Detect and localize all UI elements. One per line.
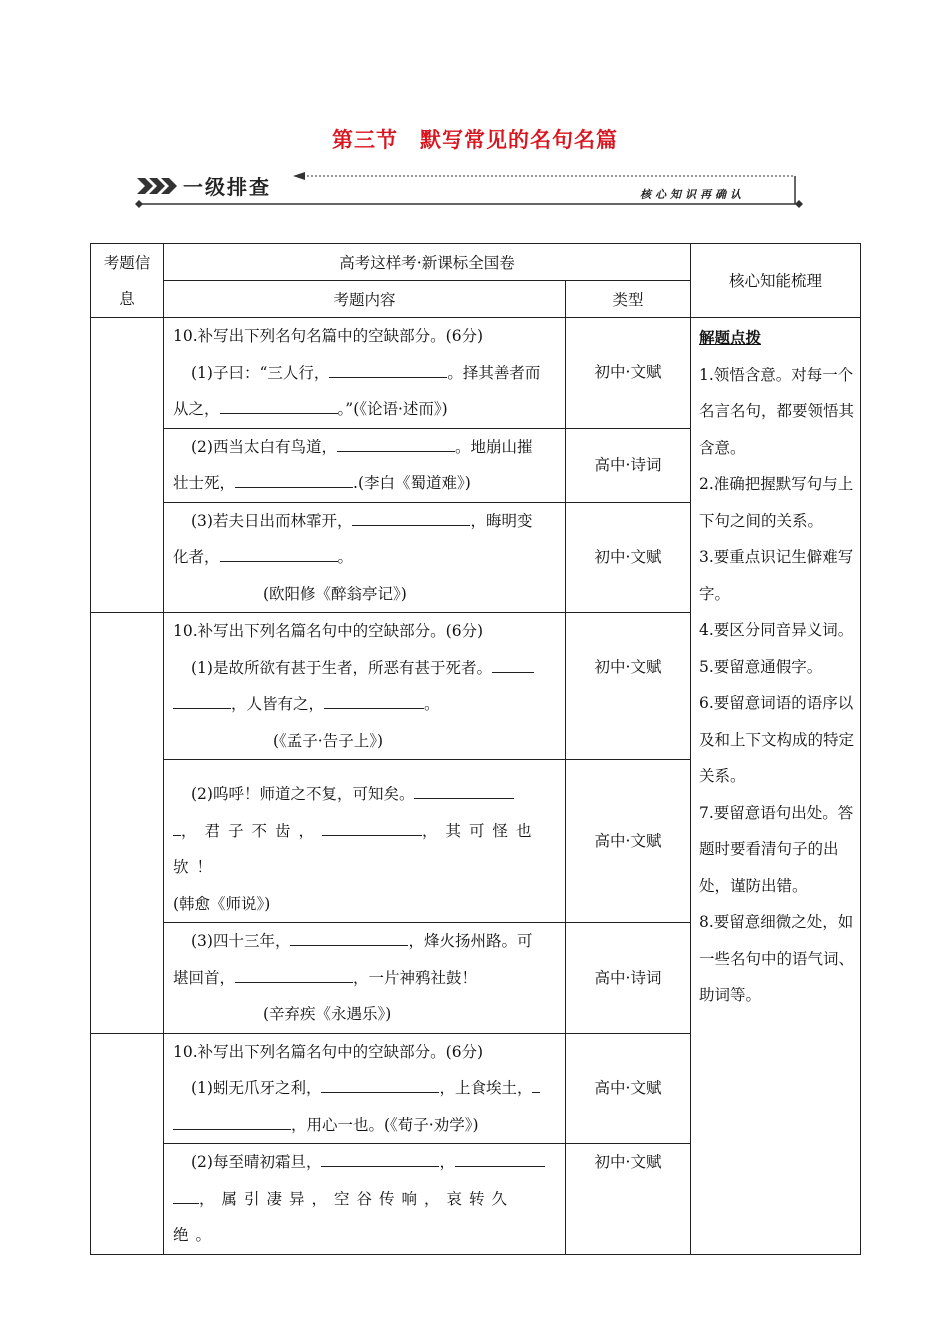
diamond-icon: [135, 200, 143, 208]
answer-blank[interactable]: [173, 694, 231, 709]
answer-blank[interactable]: [173, 1189, 199, 1204]
tip-item: 1.领悟含意。对每一个名言名句，都要领悟其含意。: [699, 365, 855, 457]
answer-blank[interactable]: [235, 968, 353, 983]
info-cell: [91, 613, 164, 1034]
answer-blank[interactable]: [321, 1078, 439, 1093]
answer-blank[interactable]: [532, 1078, 540, 1093]
answer-blank[interactable]: [290, 931, 408, 946]
tip-item: 7.要留意语句出处。答题时要看清句子的出处，谨防出错。: [699, 803, 854, 895]
answer-blank[interactable]: [324, 694, 424, 709]
type-cell: 初中·文赋: [566, 502, 691, 613]
answer-blank[interactable]: [220, 547, 338, 562]
arrow-left-icon: [293, 172, 305, 180]
tips-cell: [691, 318, 861, 1255]
answer-blank[interactable]: [337, 437, 455, 452]
tip-item: 3.要重点识记生僻难写字。: [699, 548, 854, 603]
banner-label: 一级排查: [183, 175, 271, 199]
question-cell: (2)每至晴初霜旦， ， ，属引凄异，空谷传响，哀转久绝。: [164, 1144, 566, 1255]
banner-tagline: 核心知识再确认: [640, 188, 745, 201]
type-cell: 初中·文赋: [566, 1144, 691, 1255]
section-banner: [135, 168, 805, 212]
question-cell: (2)西当太白有鸟道， 。地崩山摧 壮士死， .(李白《蜀道难》): [164, 428, 566, 502]
question-cell: (3)四十三年， ，烽火扬州路。可 堪回首， ，一片神鸦社鼓！ (辛弃疾《永遇乐》): [164, 923, 566, 1034]
answer-blank[interactable]: [329, 363, 447, 378]
type-cell: 高中·诗词: [566, 428, 691, 502]
answer-blank[interactable]: [321, 1152, 439, 1167]
question-stem: 10.补写出下列名篇名句中的空缺部分。(6分): [173, 1042, 484, 1061]
header-content: 考题内容: [164, 281, 566, 318]
source-citation: (韩愈《师说》): [173, 894, 271, 913]
tip-item: 6.要留意词语的语序以及和上下文构成的特定关系。: [699, 694, 855, 785]
answer-blank[interactable]: [235, 473, 353, 488]
answer-blank[interactable]: [322, 821, 422, 836]
source-citation: (《孟子·告子上》): [273, 731, 384, 750]
question-cell: 10.补写出下列名篇名句中的空缺部分。(6分) (1)蚓无爪牙之利， ，上食埃土， ，用心一也。(《荀子·劝学》): [164, 1033, 566, 1144]
info-cell: [91, 318, 164, 613]
question-stem: 10.补写出下列名句名篇中的空缺部分。(6分): [173, 327, 484, 345]
question-cell: 10.补写出下列名篇名句中的空缺部分。(6分) (1)是故所欲有甚于生者，所恶有甚于死者。 ，人皆有之， 。 (《孟子·告子上》): [164, 613, 566, 760]
type-cell: 高中·文赋: [566, 760, 691, 923]
question-cell: (2)呜呼！师道之不复，可知矣。 ，君子不齿， ，其可怪也欤！ (韩愈《师说》): [164, 760, 566, 923]
type-cell: 高中·诗词: [566, 923, 691, 1034]
type-cell: 初中·文赋: [566, 318, 691, 429]
question-stem: 10.补写出下列名篇名句中的空缺部分。(6分): [173, 622, 484, 640]
triple-chevron-icon: [137, 178, 177, 194]
question-cell: 10.补写出下列名句名篇中的空缺部分。(6分) (1)子曰：“三人行， 。择其善者而 从之， 。”(《论语·述而》): [164, 318, 566, 429]
tip-item: 4.要区分同音异义词。: [699, 621, 854, 639]
info-cell: [91, 1033, 164, 1254]
header-info: 考题信息: [91, 244, 164, 318]
header-exam: 高考这样考·新课标全国卷: [164, 244, 691, 281]
answer-blank[interactable]: [220, 399, 338, 414]
type-cell: 初中·文赋: [566, 613, 691, 760]
diamond-icon: [795, 200, 803, 208]
header-knowledge: 核心知能梳理: [691, 244, 861, 318]
answer-blank[interactable]: [173, 821, 181, 836]
answer-blank[interactable]: [352, 511, 470, 526]
tip-item: 5.要留意通假字。: [699, 657, 823, 676]
source-citation: (欧阳修《醉翁亭记》): [263, 584, 407, 603]
tip-item: 2.准确把握默写句与上下句之间的关系。: [699, 475, 854, 530]
question-cell: (3)若夫日出而林霏开， ，晦明变 化者， 。 (欧阳修《醉翁亭记》): [164, 502, 566, 613]
source-citation: (辛弃疾《永遇乐》): [263, 1005, 392, 1023]
page-title: 第三节 默写常见的名句名篇: [332, 128, 618, 152]
answer-blank[interactable]: [455, 1152, 545, 1167]
answer-blank[interactable]: [492, 658, 534, 673]
answer-blank[interactable]: [173, 1115, 291, 1130]
answer-blank[interactable]: [414, 784, 514, 799]
tips-head: 解题点拨: [699, 328, 762, 347]
type-cell: 高中·文赋: [566, 1033, 691, 1144]
tip-item: 8.要留意细微之处，如一些名句中的语气词、助词等。: [699, 913, 855, 1004]
header-type: 类型: [566, 281, 691, 318]
exam-table: [90, 243, 861, 1255]
